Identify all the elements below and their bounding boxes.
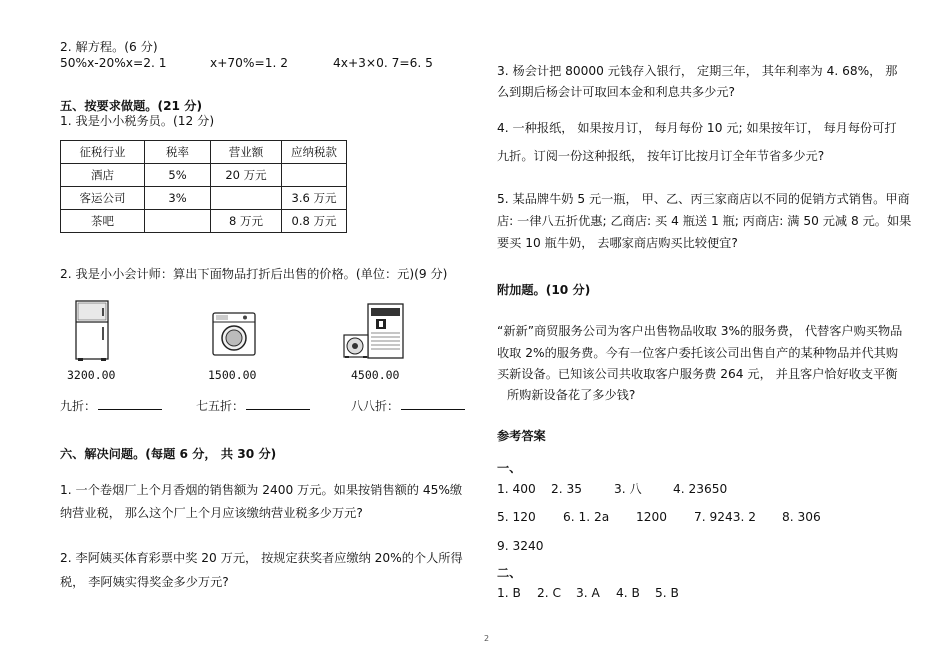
- problem-5-line-1: 5. 某品牌牛奶 5 元一瓶， 甲、乙、丙三家商店以不同的促销方式销售。甲商: [497, 192, 910, 206]
- table-cell: 客运公司: [61, 187, 145, 210]
- discount-label: 八八折：: [351, 399, 400, 413]
- equation-3: 4x+3×0. 7=6. 5: [333, 56, 433, 70]
- section-5-title: 五、按要求做题。(21 分): [60, 99, 203, 113]
- table-cell: [211, 187, 282, 210]
- table-cell: [145, 210, 211, 233]
- answer-item: 2. 35: [551, 482, 583, 496]
- table-header: 税率: [145, 141, 211, 164]
- equations-heading: 2. 解方程。(6 分): [60, 40, 158, 54]
- table-header: 应纳税款: [282, 141, 347, 164]
- air-conditioner-icon: [343, 303, 405, 363]
- problem-3-line-1: 3. 杨会计把 80000 元钱存入银行， 定期三年， 其年利率为 4. 68%， 那: [497, 64, 898, 78]
- table-header: 营业额: [211, 141, 282, 164]
- problem-1-line-1: 1. 一个卷烟厂上个月香烟的销售额为 2400 万元。如果按销售额的 45%缴: [60, 483, 463, 497]
- answer-item: 1200: [636, 510, 668, 524]
- table-cell: 0.8 万元: [282, 210, 347, 233]
- bonus-line-2: 收取 2%的服务费。今有一位客户委托该公司出售自产的某种物品并代其购: [497, 346, 899, 360]
- answers-part-1-title: 一、: [497, 461, 522, 475]
- table-cell: 酒店: [61, 164, 145, 187]
- table-cell: 8 万元: [211, 210, 282, 233]
- problem-3-line-2: 么到期后杨会计可取回本金和利息共多少元?: [497, 85, 736, 99]
- answer-blank[interactable]: [98, 398, 162, 410]
- table-cell: 5%: [145, 164, 211, 187]
- answer-item: 7. 9243. 2: [694, 510, 757, 524]
- table-row: [61, 164, 347, 187]
- answer-item: 4. B: [616, 586, 640, 600]
- answer-item: 5. 120: [497, 510, 536, 524]
- table-cell: 3.6 万元: [282, 187, 347, 210]
- air-conditioner-discount: [351, 397, 465, 414]
- answer-blank[interactable]: [246, 398, 310, 410]
- table-cell: 3%: [145, 187, 211, 210]
- tax-question-title: 1. 我是小小税务员。(12 分): [60, 114, 215, 128]
- table-header-row: [61, 141, 347, 164]
- washing-machine-icon: [212, 312, 256, 360]
- page-number: 2: [484, 634, 490, 643]
- refrigerator-icon: [74, 300, 110, 366]
- answer-item: 5. B: [655, 586, 679, 600]
- answer-item: 4. 23650: [673, 482, 728, 496]
- table-row: [61, 187, 347, 210]
- equation-1: 50%x-20%x=2. 1: [60, 56, 167, 70]
- answer-item: 1. 400: [497, 482, 536, 496]
- problem-4-line-1: 4. 一种报纸， 如果按月订， 每月每份 10 元; 如果按年订， 每月每份可打: [497, 121, 897, 135]
- answer-item: 1. B: [497, 586, 521, 600]
- washing-machine-discount: [196, 397, 310, 414]
- bonus-line-3: 买新设备。已知该公司共收取客户服务费 264 元， 并且客户恰好收支平衡: [497, 367, 898, 381]
- table-header: 征税行业: [61, 141, 145, 164]
- refrigerator-price: 3200.00: [67, 368, 116, 382]
- table-cell: [282, 164, 347, 187]
- problem-5-line-2: 店: 一律八五折优惠; 乙商店: 买 4 瓶送 1 瓶; 丙商店: 满 50 元减 8 元。如果: [497, 214, 912, 228]
- table-row: [61, 210, 347, 233]
- answers-title: 参考答案: [497, 429, 546, 443]
- washing-machine-price: 1500.00: [208, 368, 257, 382]
- table-cell: 20 万元: [211, 164, 282, 187]
- equation-2: x+70%=1. 2: [210, 56, 288, 70]
- tax-table: [60, 140, 347, 233]
- bonus-line-4: 所购新设备花了多少钱?: [507, 388, 636, 402]
- bonus-line-1: “新新”商贸服务公司为客户出售物品收取 3%的服务费， 代替客户购买物品: [497, 324, 903, 338]
- problem-2-line-2: 税， 李阿姨实得奖金多少万元?: [60, 575, 229, 589]
- problem-4-line-2: 九折。订阅一份这种报纸， 按年订比按月订全年节省多少元?: [497, 149, 825, 163]
- discount-label: 九折：: [60, 399, 97, 413]
- answer-item: 3. A: [576, 586, 600, 600]
- discount-label: 七五折：: [196, 399, 245, 413]
- air-conditioner-price: 4500.00: [351, 368, 400, 382]
- section-6-title: 六、解决问题。(每题 6 分， 共 30 分): [60, 447, 277, 461]
- answer-blank[interactable]: [401, 398, 465, 410]
- answer-item: 8. 306: [782, 510, 821, 524]
- answer-item: 6. 1. 2a: [563, 510, 610, 524]
- bonus-title: 附加题。(10 分): [497, 283, 591, 297]
- problem-2-line-1: 2. 李阿姨买体育彩票中奖 20 万元， 按规定获奖者应缴纳 20%的个人所得: [60, 551, 463, 565]
- refrigerator-discount: [60, 397, 162, 414]
- discount-question-title: 2. 我是小小会计师：算出下面物品打折后出售的价格。(单位：元)(9 分): [60, 267, 448, 281]
- table-cell: 茶吧: [61, 210, 145, 233]
- answer-item: 9. 3240: [497, 539, 544, 553]
- problem-5-line-3: 要买 10 瓶牛奶， 去哪家商店购买比较便宜?: [497, 236, 738, 250]
- answers-part-2-title: 二、: [497, 566, 522, 580]
- problem-1-line-2: 纳营业税， 那么这个厂上个月应该缴纳营业税多少万元?: [60, 506, 363, 520]
- answer-item: 2. C: [537, 586, 562, 600]
- answer-item: 3. 八: [614, 482, 642, 496]
